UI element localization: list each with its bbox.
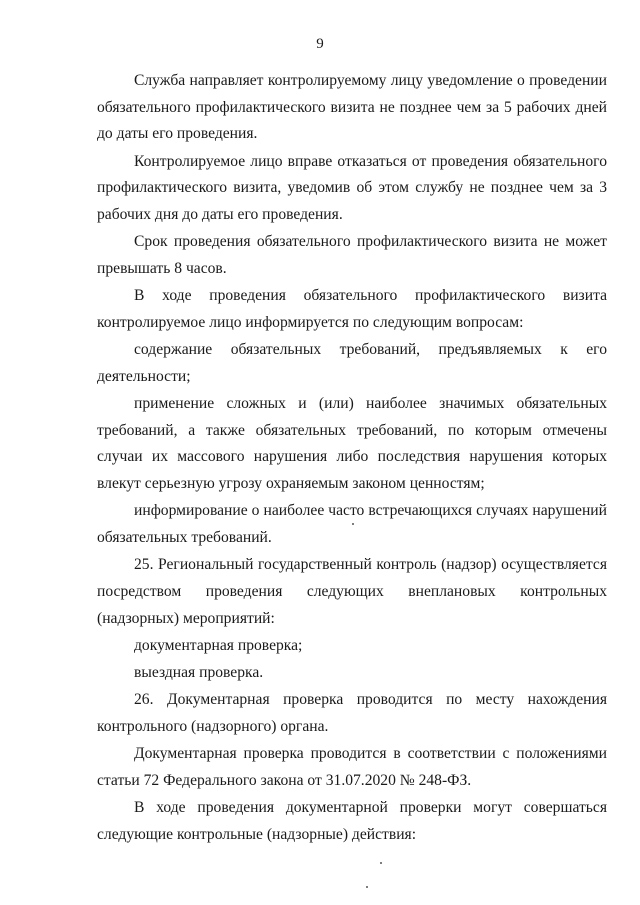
scan-speck: [366, 886, 368, 888]
scan-speck: [352, 523, 354, 525]
paragraph-duration: Срок проведения обязательного профилактического визита не может превышать 8 часов.: [97, 233, 607, 277]
document-body: [97, 68, 607, 849]
list-item-documentary: документарная проверка;: [134, 636, 303, 654]
paragraph-26: 26. Документарная проверка проводится по месту нахождения контрольного (надзорного) органа.: [97, 691, 607, 735]
paragraph-refusal: Контролируемое лицо вправе отказаться от проведения обязательного профилактического визита, уведомив об этом службу не позднее чем за 3 рабочих дня до даты его проведения.: [97, 152, 607, 224]
list-item-application: применение сложных и (или) наиболее значимых обязательных требований, а также обязательных требований, по которым отмечены случаи их массового нарушения либо последствия нарушения которых влекут серьезную угрозу охраняемым законом ценностям;: [97, 394, 607, 493]
list-item-frequent-violations: информирование о наиболее часто встречающихся случаях нарушений обязательных требований.: [97, 502, 607, 546]
list-item-content: содержание обязательных требований, предъявляемых к его деятельности;: [97, 341, 607, 385]
paragraph-informing: В ходе проведения обязательного профилактического визита контролируемое лицо информируется по следующим вопросам:: [97, 287, 607, 331]
page-number: 9: [316, 36, 324, 52]
paragraph-25: 25. Региональный государственный контроль (надзор) осуществляется посредством проведения следующих внеплановых контрольных (надзорных) мероприятий:: [97, 556, 607, 627]
list-item-onsite: выездная проверка.: [134, 663, 264, 681]
paragraph-notification: Служба направляет контролируемому лицу уведомление о проведении обязательного профилактического визита не позднее чем за 5 рабочих дней до даты его проведения.: [97, 72, 607, 143]
scan-speck: [380, 862, 382, 864]
paragraph-article-72: Документарная проверка проводится в соответствии с положениями статьи 72 Федерального закона от 31.07.2020 № 248-ФЗ.: [97, 745, 607, 789]
paragraph-actions: В ходе проведения документарной проверки могут совершаться следующие контрольные (надзорные) действия:: [97, 798, 607, 843]
